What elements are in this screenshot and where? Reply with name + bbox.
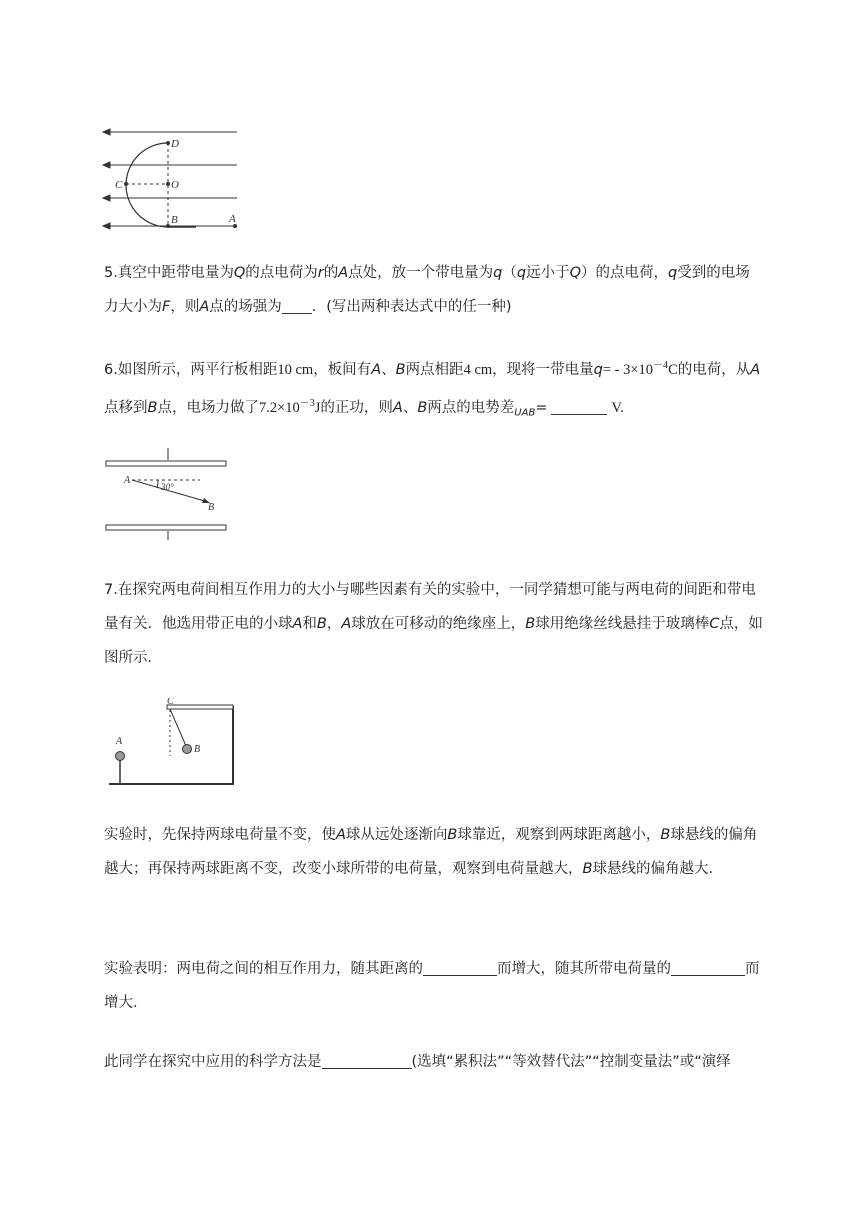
text: 而增大，随其所带电荷量的 (497, 961, 671, 977)
point-c (124, 182, 128, 186)
var-a: A (338, 265, 349, 281)
point-d (166, 141, 170, 145)
experiment-description (104, 818, 764, 886)
work-value: 7.2×10 (258, 399, 300, 416)
label-d: D (171, 138, 179, 150)
var-a: A (392, 399, 403, 416)
question-6 (104, 349, 764, 431)
text: 点移到 (104, 399, 148, 416)
distance-plates: 10 cm (277, 361, 314, 378)
text: ， (326, 616, 342, 632)
text: 两点相距 (405, 361, 464, 378)
text: 而增大． (104, 961, 760, 1011)
var-q: q (593, 361, 603, 378)
var-uab: UAB (514, 407, 536, 419)
text: 5.真空中距带电量为 (104, 265, 234, 281)
var-b: B (147, 399, 158, 416)
var-b: B (417, 399, 428, 416)
var-q: q (493, 265, 503, 281)
var-b: B (395, 361, 406, 378)
text: 和 (302, 616, 317, 632)
var-q: q (516, 265, 527, 281)
var-a: A (336, 827, 346, 843)
text: 球靠近，观察到两球距离越小， (457, 827, 661, 843)
question-7 (104, 573, 764, 675)
var-q: q (668, 265, 678, 281)
text: 的正功，则 (320, 399, 393, 416)
answer-blank[interactable] (551, 399, 607, 415)
question-5 (104, 256, 764, 324)
glass-rod (167, 705, 233, 709)
text: 远小于 (526, 265, 570, 281)
exponent: －4 (653, 360, 669, 371)
text: 、 (381, 361, 396, 378)
arrow-left-icon (103, 129, 110, 135)
var-q-charge: Q (233, 265, 246, 281)
answer-blank[interactable] (322, 1054, 412, 1070)
text: = (535, 399, 548, 416)
text: 6.如图所示，两平行板相距 (104, 361, 278, 378)
text: ，则 (170, 299, 200, 315)
answer-blank[interactable] (671, 961, 745, 977)
point-b (166, 224, 170, 228)
unit-c: C (668, 361, 678, 378)
text: 点，如图所示． (104, 616, 763, 666)
text: ．(写出两种表达式中的任一种) (311, 299, 512, 315)
charge-value: = - 3×10 (602, 361, 654, 378)
answer-blank[interactable] (282, 299, 312, 315)
experiment-conclusion (104, 952, 764, 1020)
label-a: A (116, 736, 123, 747)
figure-parallel-plates (100, 444, 232, 542)
text: 点，电场力做了 (157, 399, 259, 416)
var-c: C (709, 616, 720, 632)
ball-a (116, 752, 125, 761)
var-a: A (199, 299, 210, 315)
method-question (104, 1045, 764, 1079)
point-o (166, 182, 170, 186)
var-a: A (371, 361, 382, 378)
answer-blank[interactable] (423, 961, 497, 977)
thread (170, 709, 186, 746)
figure-field-semicircle (100, 124, 245, 236)
label-c: C (115, 179, 123, 191)
text: ）的点电荷， (581, 265, 669, 281)
label-o: O (171, 179, 179, 191)
semicircle-path (126, 143, 168, 227)
text: 的 (323, 265, 339, 281)
text: 球悬线的偏角越大． (592, 861, 723, 877)
var-b: B (660, 827, 671, 843)
var-b: B (316, 616, 327, 632)
var-q-charge: Q (569, 265, 582, 281)
top-plate (106, 461, 226, 466)
text: 实验表明：两电荷之间的相互作用力，随其距离的 (104, 961, 423, 977)
text: 的电荷，从 (677, 361, 751, 378)
text: 球从远处逐渐向 (345, 827, 448, 843)
text: 此同学在探究中应用的科学方法是 (104, 1054, 322, 1070)
arrow-left-icon (103, 162, 110, 168)
text: 7.在探究两电荷间相互作用力的大小与哪些因素有关的实验中，一同学猜想可能与两电荷的间距和带电量有关．他选用带正电的小球 (104, 582, 756, 632)
text: 、 (402, 399, 418, 416)
text: （ (502, 265, 517, 281)
label-angle: 30° (161, 482, 174, 492)
text: 球悬线的偏角越大；再保持两球距离不变，改变小球所带的电荷量，观察到电荷量越大， (104, 827, 758, 877)
label-b: B (208, 502, 215, 513)
var-r: r (317, 265, 324, 281)
text: 实验时，先保持两球电荷量不变，使 (104, 827, 336, 843)
arrow-left-icon (103, 223, 110, 229)
text: 球放在可移动的绝缘座上， (351, 616, 526, 632)
text: 受到的电场力大小为 (104, 265, 750, 315)
distance-ab: 4 cm (463, 361, 493, 378)
unit-v: V. (611, 399, 624, 416)
text: ，现将一带电量 (492, 361, 594, 378)
figure-experiment (106, 698, 238, 788)
text: 点的场强为 (209, 299, 282, 315)
label-a: A (229, 213, 236, 225)
var-a: A (292, 616, 303, 632)
var-a: A (750, 361, 761, 378)
text: 球用绝缘丝线悬挂于玻璃棒 (535, 616, 710, 632)
var-f: F (162, 299, 171, 315)
angle-arc (157, 480, 158, 488)
var-b: B (525, 616, 536, 632)
var-b: B (582, 861, 593, 877)
ball-b (183, 745, 192, 754)
text: (选填“累积法”“等效替代法”“控制变量法”或“演绎 (411, 1054, 731, 1070)
var-a: A (341, 616, 352, 632)
unit-j: J (314, 399, 321, 416)
text: ，板间有 (313, 361, 372, 378)
label-c: C (167, 698, 174, 707)
arrow-left-icon (103, 195, 110, 201)
label-b: B (194, 744, 201, 755)
label-b: B (171, 214, 178, 226)
bottom-plate (106, 525, 226, 530)
var-b: B (447, 827, 458, 843)
exponent: －3 (299, 397, 315, 409)
text: 的点电荷为 (245, 265, 318, 281)
text: 点处，放一个带电量为 (348, 265, 494, 281)
label-a: A (124, 475, 131, 486)
text: 两点的电势差 (427, 399, 515, 416)
